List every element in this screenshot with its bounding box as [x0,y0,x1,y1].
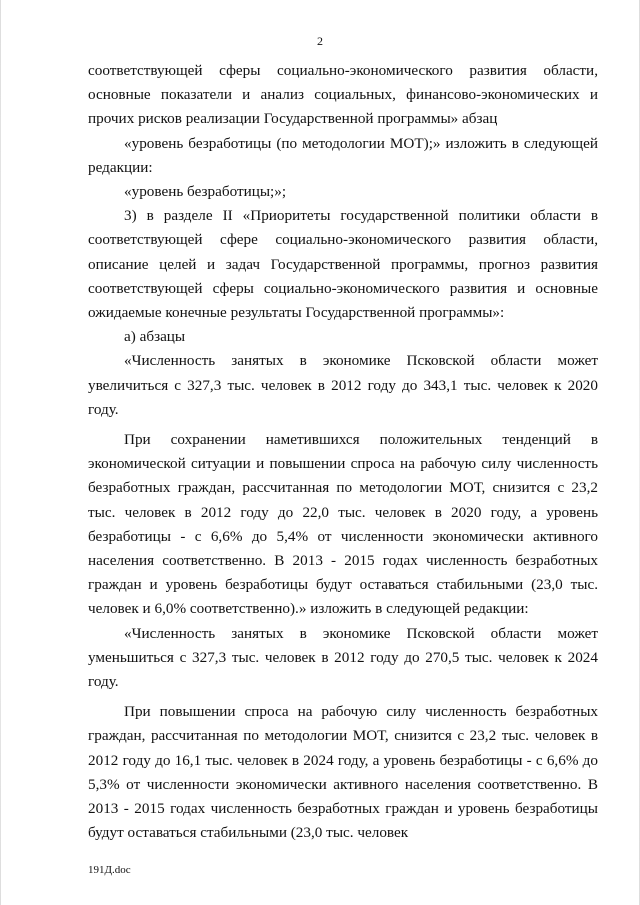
paragraph-5: а) абзацы [124,328,186,346]
paragraph-7: При сохранении наметившихся положительных тенденций в экономической ситуации и повышении спроса на рабочую силу численность безработных граждан, рассчитанная по методологии МОТ, снизится с 23,2 тыс. человек в 2012 году до 22,0 тыс. человек в 2020 году, а уровень безработицы - с 6,6% до 5,4% от численности экономически активного населения соответственно. В 2013 - 2015 годах численность безработных граждан и уровень безработицы будут оставаться стабильными (23,0 тыс. человек и 6,0% соответственно).» изложить в следующей редакции: [88,431,598,618]
paragraph-4: 3) в разделе II «Приоритеты государственной политики области в соответствующей сфере социально-экономического развития области, описание целей и задач Государственной программы, прогноз развития соответствующей сферы социально-экономического развития и основные ожидаемые конечные результаты Государственной программы»: [88,207,598,322]
document-body [88,59,598,846]
paragraph-1: соответствующей сферы социально-экономического развития области, основные показатели и анализ социальных, финансово-экономических и прочих рисков реализации Государственной программы» абзац [88,62,598,128]
scan-left-edge [0,0,1,905]
paragraph-8: «Численность занятых в экономике Псковской области может уменьшиться с 327,3 тыс. человек в 2012 году до 270,5 тыс. человек к 2024 году. [88,624,598,691]
paragraph-6: «Численность занятых в экономике Псковской области может увеличиться с 327,3 тыс. человек в 2012 году до 343,1 тыс. человек к 2020 году. [88,352,598,418]
paragraph-9: При повышении спроса на рабочую силу численность безработных граждан, рассчитанная по методологии МОТ, снизится с 23,2 тыс. человек в 2012 году до 16,1 тыс. человек в 2024 году, а уровень безработицы - с 6,6% до 5,3% от численности экономически активного населения соответственно. В 2013 - 2015 годах численность безработных граждан и уровень безработицы будут оставаться стабильными (23,0 тыс. человек [88,703,598,842]
paragraph-3: «уровень безработицы;»; [124,183,287,201]
footer-filename: 191Д.doc [88,864,131,876]
page-number: 2 [317,34,323,48]
paragraph-2: «уровень безработицы (по методологии МОТ);» изложить в следующей редакции: [88,134,598,176]
